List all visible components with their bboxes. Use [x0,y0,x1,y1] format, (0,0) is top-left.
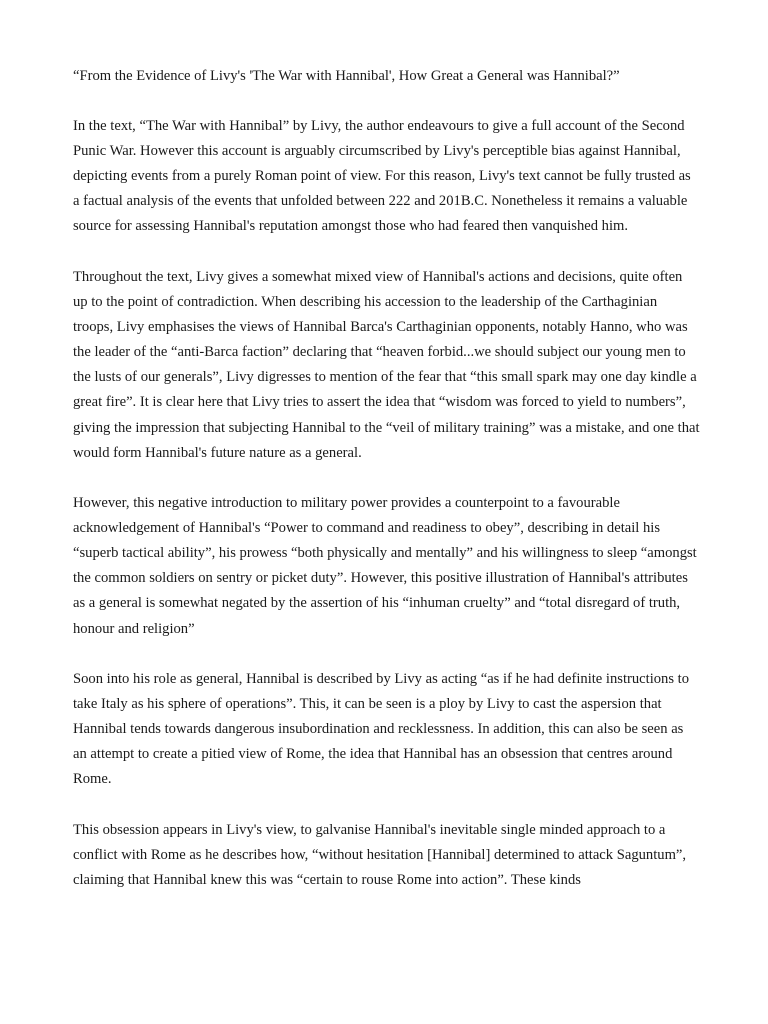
paragraph-obsession: This obsession appears in Livy's view, to galvanise Hannibal's inevitable single minded approach to a conflict with Rome as he describes how, “without hesitation [Hannibal] determined to attack Saguntum”, claiming that Hannibal knew this was “certain to rouse Rome into action”. These kinds [73,821,687,889]
paragraph-mixed-view: Throughout the text, Livy gives a somewhat mixed view of Hannibal's actions and decisions, quite often up to the point of contradiction. When describing his accession to the leadership of the Carthaginian troops, Livy emphasises the views of Hannibal Barca's Carthaginian opponents, notably Hanno, who was the leader of the “anti-Barca faction” declaring that “heaven forbid...we should subject our young men to the lusts of our generals”, Livy digresses to mention of the fear that “this small spark may one day kindle a great fire”. It is clear here that Livy tries to assert the idea that “wisdom was forced to yield to numbers”, giving the impression that subjecting Hannibal to the “veil of military training” was a mistake, and one that would form Hannibal's future nature as a general. [73,268,700,461]
paragraph-intro: In the text, “The War with Hannibal” by Livy, the author endeavours to give a full account of the Second Punic War. However this account is arguably circumscribed by Livy's perceptible bias against Hannibal, depicting events from a purely Roman point of view. For this reason, Livy's text cannot be fully trusted as a factual analysis of the events that unfolded between 222 and 201B.C. Nonetheless it remains a valuable source for assessing Hannibal's reputation amongst those who had feared then vanquished him. [73,118,691,235]
document-body [73,64,700,919]
paragraph-counterpoint: However, this negative introduction to military power provides a counterpoint to a favourable acknowledgement of Hannibal's “Power to command and readiness to obey”, describing in detail his “superb tactical ability”, his prowess “both physically and mentally” and his willingness to sleep “amongst the common soldiers on sentry or picket duty”. However, this positive illustration of Hannibal's attributes as a general is somewhat negated by the assertion of his “inhuman cruelty” and “total disregard of truth, honour and religion” [73,495,697,637]
document-title: “From the Evidence of Livy's 'The War with Hannibal', How Great a General was Hannibal?” [73,68,620,84]
paragraph-role-as-general: Soon into his role as general, Hannibal is described by Livy as acting “as if he had definite instructions to take Italy as his sphere of operations”. This, it can be seen is a ploy by Livy to cast the aspersion that Hannibal tends towards dangerous insubordination and recklessness. In addition, this can also be seen as an attempt to create a pitied view of Rome, the idea that Hannibal has an obsession that centres around Rome. [73,671,690,788]
